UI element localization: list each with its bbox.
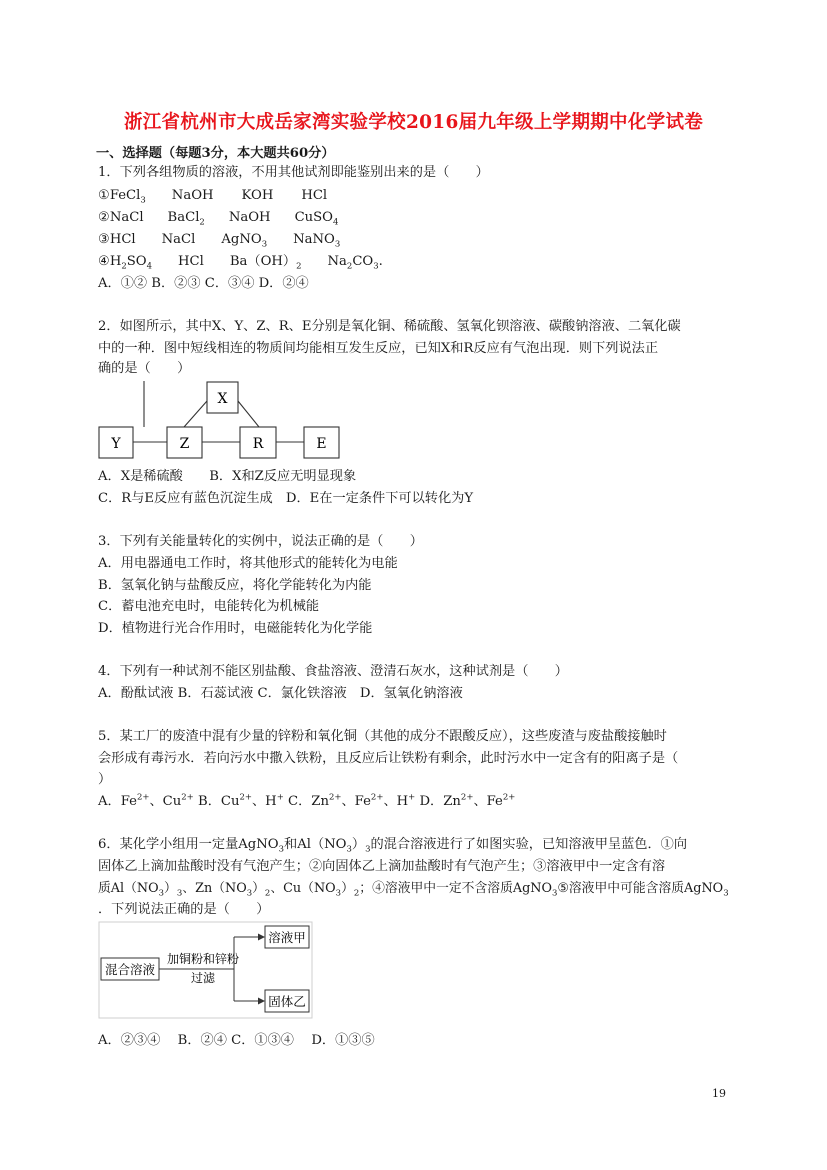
solid-box-label: 固体乙	[268, 994, 306, 1009]
filter-label: 过滤	[190, 971, 216, 985]
box-r	[240, 427, 276, 458]
q6-stem-line-4: ．下列说法正确的是（ ）	[98, 902, 270, 917]
q6-flow-diagram	[0, 920, 827, 1020]
liquid-box-label: 溶液甲	[268, 930, 306, 945]
q1-group-2: ②NaCl BaCl$_2$ NaOH CuSO$_4$	[98, 210, 339, 228]
q3-option-a: A．用电器通电工作时，将其他形式的能转化为电能	[98, 556, 398, 571]
q5-stem-line-1: 5．某工厂的废渣中混有少量的锌粉和氧化铜（其他的成分不跟酸反应），这些废渣与废盐酸接触时	[98, 729, 667, 744]
q3-option-b: B．氢氧化钠与盐酸反应，将化学能转化为内能	[98, 578, 372, 593]
q1-stem: 1．下列各组物质的溶液，不用其他试剂即能鉴别出来的是（ ）	[98, 165, 489, 180]
q1-options: A．①② B．②③ C．③④ D．②④	[98, 276, 309, 291]
solid-box	[265, 990, 309, 1012]
q1-group-3: ③HCl NaCl AgNO$_3$ NaNO$_3$	[98, 232, 341, 250]
q2-stem-line-3: 确的是（ ）	[98, 361, 191, 376]
liquid-box	[265, 926, 309, 948]
q6-stem-line-3: 质$Al(NO_3)_3$、$Zn(NO_3)_2$、$Cu(NO_3)_2$；④溶液甲中一定不含溶质AgNO$_3$⑤溶液甲中可能含溶质AgNO$_3$	[98, 881, 729, 899]
q2-reaction-diagram	[0, 378, 827, 468]
box-z-label: Z	[179, 436, 190, 452]
q5-options: A．$Fe^{2+}$、$Cu^{2+}$ B．$Cu^{2+}$、H+ C．$Zn^{2+}$、$Fe^{2+}$、H+ D．$Zn^{2+}$、$Fe^{2+}$	[98, 792, 516, 809]
page-title: 浙江省杭州市大成岳家湾实验学校2016届九年级上学期期中化学试卷	[123, 112, 704, 133]
q5-stem-line-2: 会形成有毒污水．若向污水中撒入铁粉，且反应后让铁粉有剩余，此时污水中一定含有的阳离子是（	[98, 751, 679, 766]
box-y	[99, 427, 133, 458]
q3-stem: 3．下列有关能量转化的实例中，说法正确的是（ ）	[98, 534, 423, 549]
box-r-label: R	[252, 436, 264, 452]
mix-box	[101, 958, 159, 980]
q3-option-c: C．蓄电池充电时，电能转化为机械能	[98, 599, 320, 614]
mix-box-label: 混合溶液	[104, 962, 156, 977]
box-y-label: Y	[111, 436, 121, 452]
q4-options: A．酚酞试液 B．石蕊试液 C．氯化铁溶液 D．氢氧化钠溶液	[98, 686, 463, 701]
q2-options-ab: A．X是稀硫酸 B．X和Z反应无明显现象	[98, 469, 357, 484]
box-z	[167, 427, 202, 458]
q2-stem-line-2: 中的一种．图中短线相连的物质间均能相互发生反应，已知X和R反应有气泡出现．则下列说法正	[98, 341, 659, 356]
q2-options-cd: C．R与E反应有蓝色沉淀生成 D．E在一定条件下可以转化为Y	[98, 491, 474, 506]
box-e-label: E	[316, 436, 327, 452]
q1-group-4: $④H_2SO_4$ HCl $Ba(OH)_2$ $Na_2CO_3$.	[98, 254, 383, 272]
reagent-label: 加铜粉和锌粉	[166, 952, 240, 966]
q4-stem: 4．下列有一种试剂不能区别盐酸、食盐溶液、澄清石灰水，这种试剂是（ ）	[98, 664, 568, 679]
q6-options: A．②③④ B．②④ C．①③④ D．①③⑤	[98, 1033, 375, 1048]
q5-stem-line-3: ）	[98, 772, 112, 787]
q6-stem-line-1: 6．某化学小组用一定量AgNO$_3$和$Al(NO_3)_3$的混合溶液进行了如图实验，已知溶液甲呈蓝色．①向	[98, 837, 688, 855]
section-heading: 一、选择题（每题3分，本大题共60分）	[96, 146, 335, 161]
box-e	[304, 427, 339, 458]
q1-group-1: ①FeCl$_3$ NaOH KOH HCl	[98, 188, 328, 206]
page-number: 19	[712, 1087, 726, 1100]
box-x	[207, 382, 238, 413]
q2-stem-line-1: 2．如图所示，其中X、Y、Z、R、E分别是氧化铜、稀硫酸、氢氧化钡溶液、碳酸钠溶液、二氧化碳	[98, 319, 681, 334]
q3-option-d: D．植物进行光合作用时，电磁能转化为化学能	[98, 621, 373, 636]
box-x-label: X	[217, 391, 228, 407]
q6-stem-line-2: 固体乙上滴加盐酸时没有气泡产生；②向固体乙上滴加盐酸时有气泡产生；③溶液甲中一定含有溶	[98, 859, 666, 874]
